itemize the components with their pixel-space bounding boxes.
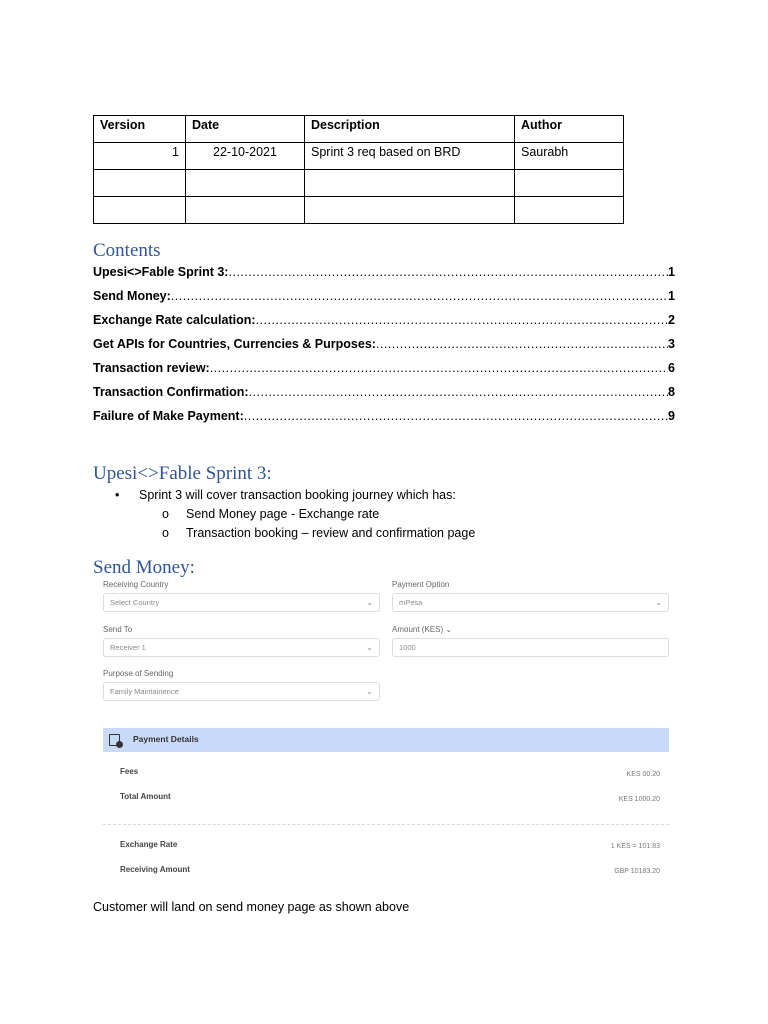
amount-value: 1000 [399,643,416,652]
toc-entry-label: Transaction review: [93,361,210,375]
fees-label: Fees [120,767,139,776]
toc-entry-page: 2 [668,313,675,327]
toc-entry-label: Send Money: [93,289,171,303]
version-table [93,115,624,224]
amount-label[interactable]: Amount (KES) ⌄ [392,625,453,634]
send-to-value: Receiver 1 [110,643,146,652]
toc-entry[interactable] [93,289,675,313]
header-description: Description [305,116,515,143]
sub-bullet-text: Send Money page - Exchange rate [186,507,380,521]
payment-option-select[interactable] [392,593,669,612]
chevron-down-icon: ⌄ [366,687,373,696]
toc-entry-label: Transaction Confirmation: [93,385,249,399]
receiving-amount-label: Receiving Amount [120,865,190,874]
cell-version: 1 [94,143,186,170]
screenshot-caption: Customer will land on send money page as shown above [93,900,410,914]
chevron-down-icon: ⌄ [445,625,453,634]
receipt-icon [109,734,120,746]
receiving-amount-value: GBP 10183.20 [614,868,660,875]
cell-description [305,197,515,224]
toc-entry-page: 1 [668,265,675,279]
cell-author: Saurabh [515,143,624,170]
receiving-country-label: Receiving Country [103,580,169,589]
purpose-label: Purpose of Sending [103,669,174,678]
toc-entry-page: 9 [668,409,675,423]
receiving-country-value: Select Country [110,598,160,607]
exchange-rate-value: 1 KES = 101.83 [610,843,660,850]
toc-entry-page: 8 [668,385,675,399]
header-author: Author [515,116,624,143]
list-item [162,526,475,545]
table-row [94,170,624,197]
sub-bullet-mark: o [162,526,169,540]
toc-entry-label: Failure of Make Payment: [93,409,244,423]
toc-entry[interactable] [93,361,675,385]
fees-value: KES 00.20 [626,771,660,778]
toc-entry[interactable] [93,337,675,361]
header-date: Date [186,116,305,143]
sprint3-bullets [115,488,475,545]
cell-version [94,170,186,197]
cell-description [305,170,515,197]
header-version: Version [94,116,186,143]
exchange-rate-label: Exchange Rate [120,840,178,849]
toc-entry-page: 6 [668,361,675,375]
toc-entry-page: 1 [668,289,675,303]
total-amount-value: KES 1000.20 [618,796,660,803]
payment-details-header [103,728,669,752]
total-amount-label: Total Amount [120,792,171,801]
chevron-down-icon: ⌄ [366,643,373,652]
send-to-label: Send To [103,625,133,634]
section-heading-send-money: Send Money: [93,557,195,578]
chevron-down-icon: ⌄ [655,598,662,607]
purpose-value: Family Maintainence [110,687,179,696]
amount-input[interactable] [392,638,669,657]
cell-description: Sprint 3 req based on BRD [305,143,515,170]
receiving-country-select[interactable] [103,593,380,612]
cell-date: 22-10-2021 [186,143,305,170]
toc-entry-page: 3 [668,337,675,351]
send-to-select[interactable] [103,638,380,657]
contents-heading: Contents [93,240,161,261]
toc-entry-label: Exchange Rate calculation: [93,313,256,327]
list-item [162,507,475,526]
toc-entry[interactable] [93,385,675,409]
cell-version [94,197,186,224]
bullet-text: Sprint 3 will cover transaction booking journey which has: [139,488,456,502]
toc-entry[interactable] [93,313,675,337]
version-table-header [94,116,624,143]
payment-option-label: Payment Option [392,580,450,589]
toc-entry[interactable] [93,265,675,289]
send-money-screenshot [93,578,678,888]
purpose-select[interactable] [103,682,380,701]
toc-entry-label: Get APIs for Countries, Currencies & Purposes: [93,337,376,351]
section-heading-sprint3: Upesi<>Fable Sprint 3: [93,463,272,484]
payment-option-value: mPesa [399,598,423,607]
cell-author [515,170,624,197]
toc-entry-label: Upesi<>Fable Sprint 3: [93,265,229,279]
chevron-down-icon: ⌄ [366,598,373,607]
cell-date [186,197,305,224]
sub-bullet-mark: o [162,507,169,521]
sub-bullet-text: Transaction booking – review and confirmation page [186,526,476,540]
cell-date [186,170,305,197]
payment-details-title: Payment Details [133,734,199,744]
bullet-mark: • [115,488,120,502]
table-row [94,197,624,224]
toc-entry[interactable] [93,409,675,433]
cell-author [515,197,624,224]
table-of-contents [93,265,675,433]
divider [103,824,669,825]
list-item [115,488,475,507]
table-row [94,143,624,170]
